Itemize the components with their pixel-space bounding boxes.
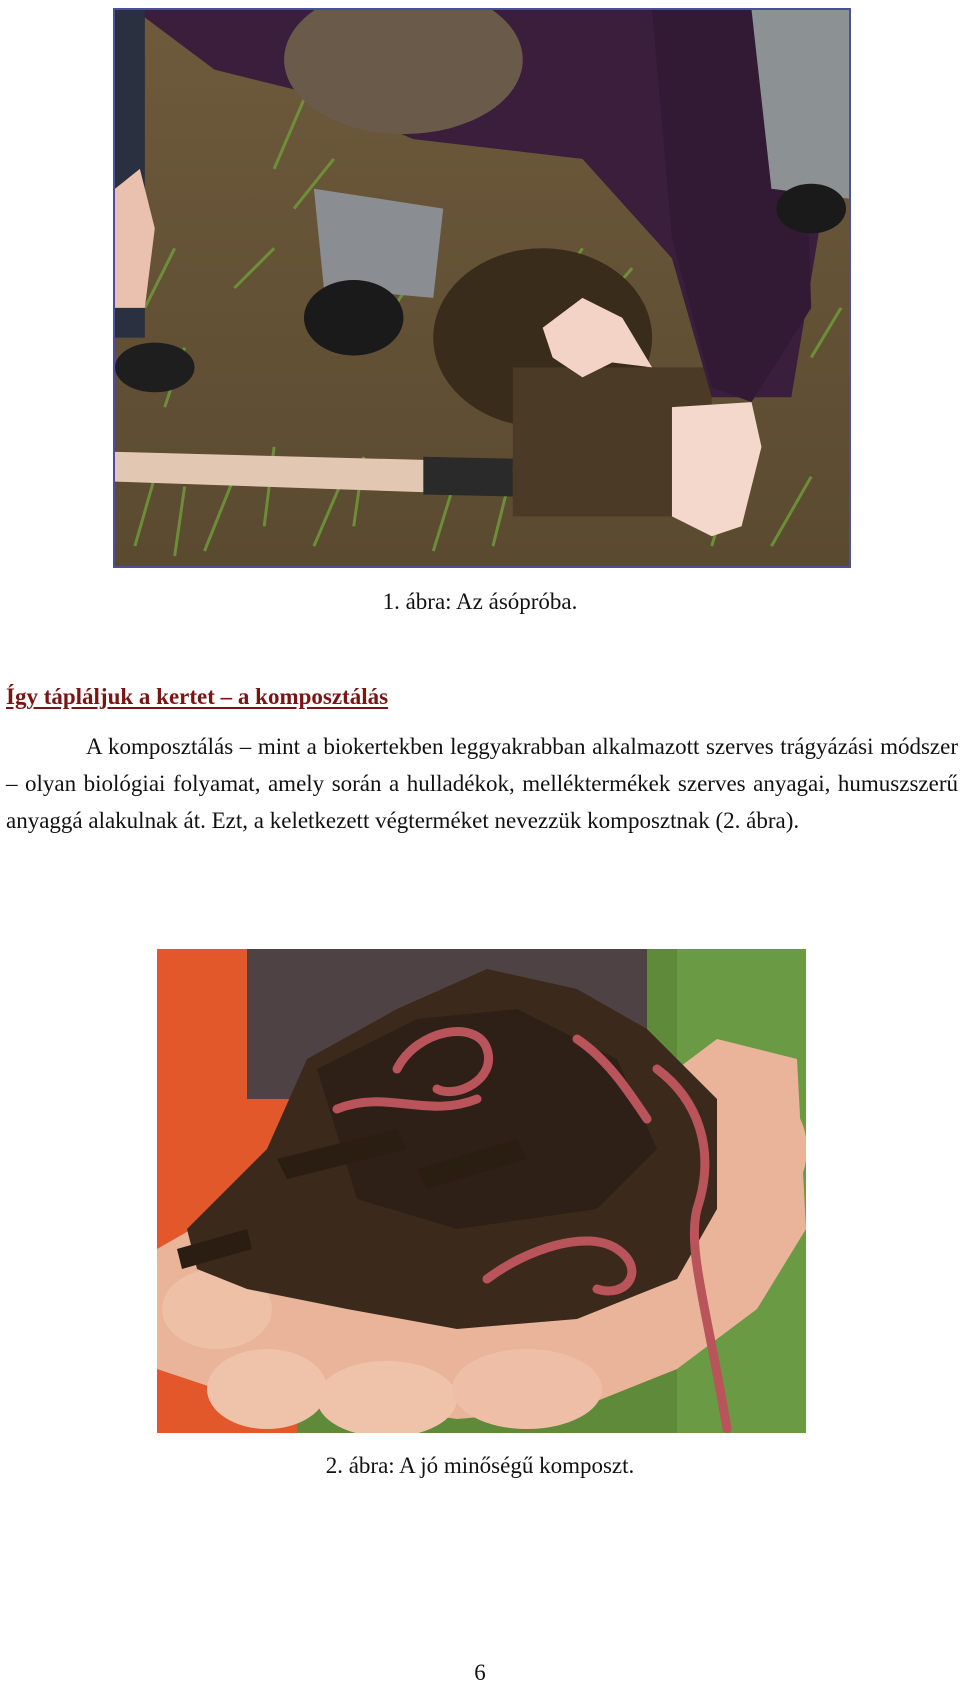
figure-1-spade-test-photo — [113, 8, 851, 568]
figure-2-compost-photo — [157, 949, 806, 1433]
body-paragraph: A komposztálás – mint a biokertekben leggyakrabban alkalmazott szerves trágyázási módszer – olyan biológiai folyamat, amely során a hulladékok, melléktermékek szerves anyagai, humuszszerű anyaggá alakulnak át. Ezt, a keletkezett végterméket nevezzük komposztnak (2. ábra). — [6, 734, 958, 833]
figure-1-image — [115, 10, 849, 566]
figure-2-caption: 2. ábra: A jó minőségű komposzt. — [325, 1453, 635, 1478]
figure-2-image — [157, 949, 806, 1433]
section-heading: Így tápláljuk a kertet – a komposztálás — [6, 684, 389, 709]
figure-1-caption: 1. ábra: Az ásópróba. — [382, 589, 578, 614]
page-number: 6 — [474, 1660, 486, 1685]
